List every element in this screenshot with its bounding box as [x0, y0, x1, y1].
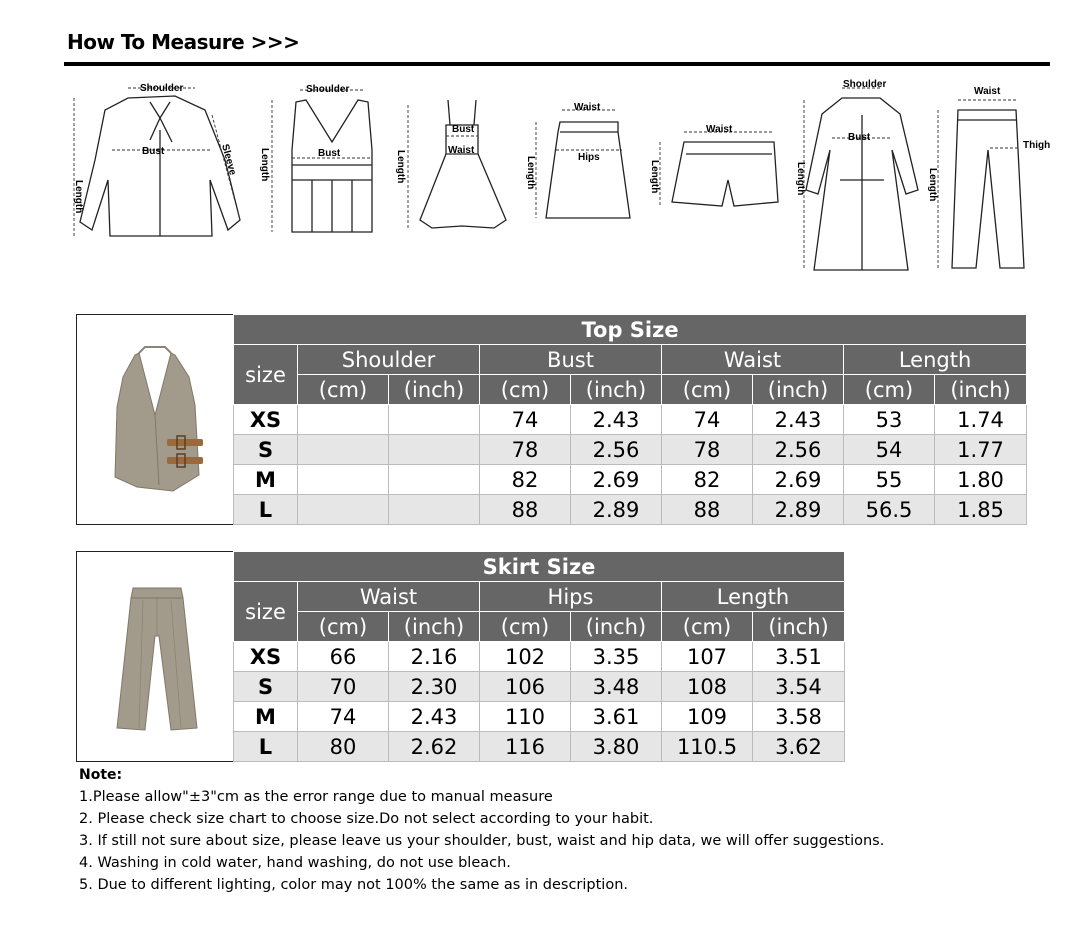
tank-length-label: Length: [259, 148, 270, 182]
tank-shoulder-label: Shoulder: [306, 84, 350, 95]
pants-diagram: [927, 86, 1050, 268]
top-group-bust: Bust: [480, 345, 662, 375]
row-size: L: [234, 732, 298, 762]
table-cell: 2.89: [571, 495, 662, 525]
table-cell: 3.54: [753, 672, 845, 702]
top-unit: (inch): [753, 375, 844, 405]
shorts-length-label: Length: [649, 160, 660, 194]
dress-length-label: Length: [395, 150, 406, 184]
skirt-group-waist: Waist: [298, 582, 480, 612]
row-size: XS: [234, 405, 298, 435]
table-row: [234, 435, 1027, 465]
table-cell: 2.43: [753, 405, 844, 435]
table-cell: [298, 465, 389, 495]
pants-thigh-label: Thigh: [1023, 140, 1051, 151]
table-cell: 74: [298, 702, 389, 732]
top-group-shoulder: Shoulder: [298, 345, 480, 375]
top-unit: (cm): [480, 375, 571, 405]
table-cell: 2.89: [753, 495, 844, 525]
top-group-length: Length: [844, 345, 1027, 375]
top-unit: (cm): [662, 375, 753, 405]
table-cell: 3.61: [571, 702, 662, 732]
table-cell: 2.43: [571, 405, 662, 435]
table-cell: 108: [662, 672, 753, 702]
top-unit: (inch): [935, 375, 1027, 405]
table-cell: 56.5: [844, 495, 935, 525]
top-group-waist: Waist: [662, 345, 844, 375]
shorts-waist-label: Waist: [706, 124, 733, 135]
note-line: 2. Please check size chart to choose size.Do not select according to your habit.: [79, 811, 654, 827]
table-cell: 116: [480, 732, 571, 762]
shorts-diagram: [649, 124, 778, 206]
table-cell: 110: [480, 702, 571, 732]
top-size-table: [233, 314, 1027, 525]
skirt-unit: (cm): [298, 612, 389, 642]
pants-product-image: [76, 551, 234, 762]
row-size: XS: [234, 642, 298, 672]
note-line: 3. If still not sure about size, please leave us your shoulder, bust, waist and hip data, we will offer suggestions.: [79, 833, 885, 849]
top-size-header: size: [234, 345, 298, 405]
row-size: S: [234, 435, 298, 465]
coat-diagram: [795, 79, 918, 270]
pants-length-label: Length: [927, 168, 938, 202]
table-cell: 1.85: [935, 495, 1027, 525]
pants-illustration: [77, 552, 233, 761]
table-row: [234, 702, 845, 732]
skirt-waist-label: Waist: [574, 102, 601, 113]
table-cell: 1.77: [935, 435, 1027, 465]
skirt-group-length: Length: [662, 582, 845, 612]
table-row: [234, 732, 845, 762]
skirt-size-header: size: [234, 582, 298, 642]
top-unit: (inch): [571, 375, 662, 405]
table-cell: 74: [480, 405, 571, 435]
note-line: 4. Washing in cold water, hand washing, do not use bleach.: [79, 855, 511, 871]
table-cell: 3.80: [571, 732, 662, 762]
table-cell: 2.56: [571, 435, 662, 465]
table-cell: 55: [844, 465, 935, 495]
table-cell: 82: [480, 465, 571, 495]
coat-shoulder-label: Shoulder: [843, 79, 887, 90]
table-cell: 3.48: [571, 672, 662, 702]
table-cell: 2.16: [389, 642, 480, 672]
skirt-size-table: [233, 551, 845, 762]
table-row: [234, 495, 1027, 525]
top-unit: (cm): [298, 375, 389, 405]
notes-section: [79, 764, 884, 896]
skirt-length-label: Length: [525, 156, 536, 190]
table-cell: 3.35: [571, 642, 662, 672]
pants-waist-label: Waist: [974, 86, 1001, 97]
vest-product-image: [76, 314, 234, 525]
row-size: M: [234, 702, 298, 732]
skirt-unit: (cm): [480, 612, 571, 642]
tank-diagram: [259, 84, 372, 232]
notes-title: Note:: [79, 767, 123, 783]
table-cell: 88: [480, 495, 571, 525]
table-cell: 88: [662, 495, 753, 525]
skirt-unit: (cm): [662, 612, 753, 642]
page-heading: How To Measure >>>: [67, 30, 300, 54]
blouse-length-label: Length: [73, 180, 84, 214]
table-row: [234, 465, 1027, 495]
table-row: [234, 672, 845, 702]
coat-bust-label: Bust: [848, 132, 871, 143]
row-size: L: [234, 495, 298, 525]
table-cell: [389, 405, 480, 435]
table-cell: 78: [662, 435, 753, 465]
top-unit: (inch): [389, 375, 480, 405]
note-line: 5. Due to different lighting, color may not 100% the same as in description.: [79, 877, 629, 893]
row-size: S: [234, 672, 298, 702]
table-cell: 2.62: [389, 732, 480, 762]
table-cell: 53: [844, 405, 935, 435]
top-size-title: Top Size: [234, 315, 1027, 345]
table-cell: [389, 435, 480, 465]
table-cell: 70: [298, 672, 389, 702]
blouse-diagram: [73, 83, 240, 236]
table-cell: 3.51: [753, 642, 845, 672]
table-cell: [389, 495, 480, 525]
table-cell: [298, 495, 389, 525]
skirt-unit: (inch): [389, 612, 480, 642]
table-cell: 3.62: [753, 732, 845, 762]
table-cell: 107: [662, 642, 753, 672]
table-cell: [389, 465, 480, 495]
skirt-hips-label: Hips: [578, 152, 600, 163]
table-cell: 3.58: [753, 702, 845, 732]
measurement-diagrams: [0, 70, 1079, 280]
table-cell: 2.56: [753, 435, 844, 465]
table-cell: 2.43: [389, 702, 480, 732]
blouse-sleeve-label: Sleeve: [219, 142, 238, 177]
dress-diagram: [395, 100, 506, 228]
skirt-unit: (inch): [753, 612, 845, 642]
table-row: [234, 642, 845, 672]
vest-illustration: [77, 315, 233, 524]
table-cell: 109: [662, 702, 753, 732]
row-size: M: [234, 465, 298, 495]
top-unit: (cm): [844, 375, 935, 405]
table-cell: 66: [298, 642, 389, 672]
table-cell: 80: [298, 732, 389, 762]
table-cell: 110.5: [662, 732, 753, 762]
table-cell: 2.30: [389, 672, 480, 702]
blouse-bust-label: Bust: [142, 146, 165, 157]
coat-length-label: Length: [795, 162, 806, 196]
table-cell: 2.69: [753, 465, 844, 495]
heading-rule: [64, 62, 1050, 66]
table-cell: 106: [480, 672, 571, 702]
blouse-shoulder-label: Shoulder: [140, 83, 184, 94]
skirt-unit: (inch): [571, 612, 662, 642]
skirt-diagram: [525, 102, 630, 218]
dress-bust-label: Bust: [452, 124, 475, 135]
table-cell: 1.80: [935, 465, 1027, 495]
table-cell: 78: [480, 435, 571, 465]
table-cell: [298, 405, 389, 435]
table-cell: 102: [480, 642, 571, 672]
tank-bust-label: Bust: [318, 148, 341, 159]
dress-waist-label: Waist: [448, 145, 475, 156]
skirt-size-title: Skirt Size: [234, 552, 845, 582]
table-cell: 74: [662, 405, 753, 435]
table-cell: 82: [662, 465, 753, 495]
table-cell: [298, 435, 389, 465]
note-line: 1.Please allow"±3"cm as the error range due to manual measure: [79, 789, 553, 805]
table-cell: 54: [844, 435, 935, 465]
table-cell: 1.74: [935, 405, 1027, 435]
table-cell: 2.69: [571, 465, 662, 495]
table-row: [234, 405, 1027, 435]
skirt-group-hips: Hips: [480, 582, 662, 612]
